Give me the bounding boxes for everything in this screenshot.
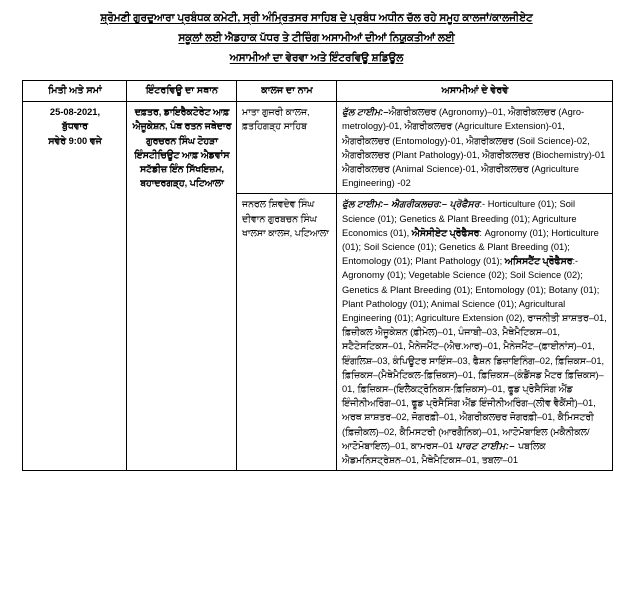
cell-post-details xyxy=(337,102,613,194)
heading-line-2: ਸਕੂਲਾਂ ਲਈ ਐਡਹਾਕ ਪੱਧਰ ਤੇ ਟੀਚਿੰਗ ਅਸਾਮੀਆਂ ਦੀਆਂ ਨਿਯੁਕਤੀਆਂ ਲਈ xyxy=(178,33,455,44)
full-time-posts-text: ਐਗਰੀਕਲਚਰ (Agronomy)–01, ਐਗਰੀਕਲਚਰ (Agro-metrology)-01, ਐਗਰੀਕਲਚਰ (Agriculture Extension)-01, ਐਗਰੀਕਲਚਰ (Entomology)-01, ਐਗਰੀਕਲਚਰ (Soil Science)-02, ਐਗਰੀਕਲਚਰ (Plant Pathology)-01, ਐਗਰੀਕਲਚਰ (Biochemistry)-01 ਐਗਰੀਕਲਚਰ (Animal Science)-01, ਐਗਰੀਕਲਚਰ (Agriculture Engineering) -02 xyxy=(342,107,606,189)
cell-interview-venue: ਦਫ਼ਤਰ, ਡਾਇਰੈਕਟੋਰੇਟ ਆਫ਼ ਐਜੂਕੇਸ਼ਨ, ਪੰਥ ਰਤਨ ਜਥੇਦਾਰ ਗੁਰਚਰਨ ਸਿੰਘ ਟੋਹੜਾ ਇੰਸਟੀਚਿਊਟ ਆਫ਼ ਐਡਵਾਂਸ ਸਟੱਡੀਜ਼ ਇੰਨ ਸਿੱਖਇਜ਼ਮ, ਬਹਾਦਰਗੜ੍ਹ, ਪਟਿਆਲਾ xyxy=(127,102,237,471)
heading-line-1: ਸ਼੍ਰੋਮਣੀ ਗੁਰਦੁਆਰਾ ਪ੍ਰਬੰਧਕ ਕਮੇਟੀ, ਸ੍ਰੀ ਅੰਮ੍ਰਿਤਸਰ ਸਾਹਿਬ ਦੇ ਪ੍ਰਬੰਧ ਅਧੀਨ ਚੱਲ ਰਹੇ ਸਮੂਹ ਕਾਲਜਾਂ/ਕਾਲਜੀਏਟ xyxy=(100,13,533,24)
detail-segment: ਪਬਲਿਕ ਐਡਮਨਿਸਟ੍ਰੇਸ਼ਨ–01, ਮੈਥੇਮੈਟਿਕਸ–01, ਤਬਲਾ–01 xyxy=(342,440,546,466)
detail-segment: : Agronomy (01); Horticulture (01); Soil Science (01); Genetics & Plant Breeding (01); Entomology (01); Plant Pathology (01); xyxy=(342,227,599,267)
detail-segment: ਪਾਰਟ ਟਾਈਮ:– xyxy=(455,440,519,451)
detail-segment: :- Agronomy (01); Vegetable Science (02); Soil Science (02); Genetics & Plant Breeding (01); Entomology (01); Botany (01); Plant Pathology (01); Animal Science (01); Agricultural Engineering (01); Agriculture Extension (02), ਰਾਜਨੀਤੀ ਸ਼ਾਸ਼ਤਰ–01, ਫ਼ਿਜ਼ੀਕਲ ਐਜੂਕੇਸ਼ਨ (ਫ਼ੀਮੇਲ)–01, ਪੰਜਾਬੀ–03, ਮੈਥੇਮੈਟਿਕਸ–01, ਸਟੈਟੇਸਟਿਕਸ–01, ਮੈਨੇਜਮੈਂਟ–(ਐਚ.ਆਰ)–01, ਮੈਨੇਜਮੈਂਟ–(ਫ਼ਾਈਨਾਂਸ)–01, ਇੰਗਲਿਸ਼–03, ਕੰਪਿਊਟਰ ਸਾਇੰਸ–03, ਫੈਸ਼ਨ ਡਿਜ਼ਾਇਨਿੰਗ–02, ਫ਼ਿਜ਼ਿਕਸ–01, ਫ਼ਿਜ਼ਿਕਸ–(ਮੈਥੇਮੈਟਿਕਲ-ਫ਼ਿਜ਼ਿਕਸ)–01, ਫ਼ਿਜ਼ਿਕਸ–(ਕੰਡੈਂਸਡ ਮੈਟਰ ਫ਼ਿਜ਼ਿਕਸ)–01, ਫ਼ਿਜ਼ਿਕਸ–(ਇਲੈਕਟ੍ਰੋਨਿਕਸ-ਫ਼ਿਜ਼ਿਕਸ)–01, ਫੂਡ ਪ੍ਰੋਸੈਸਿੰਗ ਐਂਡ ਇੰਜੀਨੀਅਰਿੰਗ–01, ਫੂਡ ਪ੍ਰੋਸੈਸਿੰਗ ਐਂਡ ਇੰਜੀਨੀਅਰਿੰਗ–(ਲੀਵ ਵੈਕੈਂਸੀ)–01, ਅਰਥ ਸ਼ਾਸ਼ਤਰ–02, ਜੋਗਰਫ਼ੀ–01, ਐਗਰੀਕਲਚਰ ਜੋਗਰਫ਼ੀ–01, ਕੈਮਿਸਟਰੀ (ਫ਼ਿਜ਼ੀਕਲ)–02, ਕੈਮਿਸਟਰੀ (ਆਰਗੈਨਿਕ)–01, ਆਟੋਮੋਬਾਇਲ (ਮਕੈਨੀਕਲ/ਆਟੋਮੋਬਾਇਲ)–01, ਕਾਮਰਸ–01 xyxy=(342,256,607,451)
column-header-date: ਮਿਤੀ ਅਤੇ ਸਮਾਂ xyxy=(23,81,127,102)
detail-segment: ਐਸੋਸੀਏਟ ਪ੍ਰੋਫੈਸਰ xyxy=(411,227,480,238)
full-time-label: ਫੁੱਲ ਟਾਈਮ:– xyxy=(342,107,389,118)
detail-segment: :- Horticulture (01); Soil Science (01); Genetics & Plant Breeding (01); Agriculture Economics (01), xyxy=(342,199,577,238)
table-header-row xyxy=(23,81,613,102)
table-row xyxy=(23,102,613,194)
detail-segment: ਅਸਿਸਟੈਂਟ ਪ੍ਰੋਫੈਸਰ xyxy=(504,256,573,267)
detail-segment: ਐਗਰੀਕਲਚਰ:– xyxy=(391,199,450,210)
detail-segment: ਪ੍ਰੋਫੈਸਰ xyxy=(449,199,480,210)
heading-line-3: ਅਸਾਮੀਆਂ ਦਾ ਵੇਰਵਾ ਅਤੇ ਇੰਟਰਵਿਊ ਸ਼ਡਿਊਲ xyxy=(229,53,404,64)
column-header-venue: ਇੰਟਰਵਿਊ ਦਾ ਸਥਾਨ xyxy=(127,81,237,102)
date-time-text: 25-08-2021, ਬੁੱਧਵਾਰ ਸਵੇਰੇ 9:00 ਵਜੇ xyxy=(48,107,102,146)
column-header-details: ਅਸਾਮੀਆਂ ਦੇ ਵੇਰਵੇ xyxy=(337,81,613,102)
detail-segment: ਫੁੱਲ ਟਾਈਮ:– xyxy=(342,199,392,210)
document-heading xyxy=(0,0,633,76)
cell-post-details xyxy=(337,194,613,471)
schedule-table xyxy=(22,80,613,471)
cell-college-name: ਮਾਤਾ ਗੁਜਰੀ ਕਾਲਜ, ਫ਼ਤਹਿਗੜ੍ਹ ਸਾਹਿਬ xyxy=(237,102,337,194)
column-header-college: ਕਾਲਜ ਦਾ ਨਾਮ xyxy=(237,81,337,102)
cell-college-name: ਜਨਰਲ ਸ਼ਿਵਦੇਵ ਸਿੰਘ ਦੀਵਾਨ ਗੁਰਬਚਨ ਸਿੰਘ ਖਾਲਸਾ ਕਾਲਜ, ਪਟਿਆਲਾ xyxy=(237,194,337,471)
cell-date-time xyxy=(23,102,127,471)
